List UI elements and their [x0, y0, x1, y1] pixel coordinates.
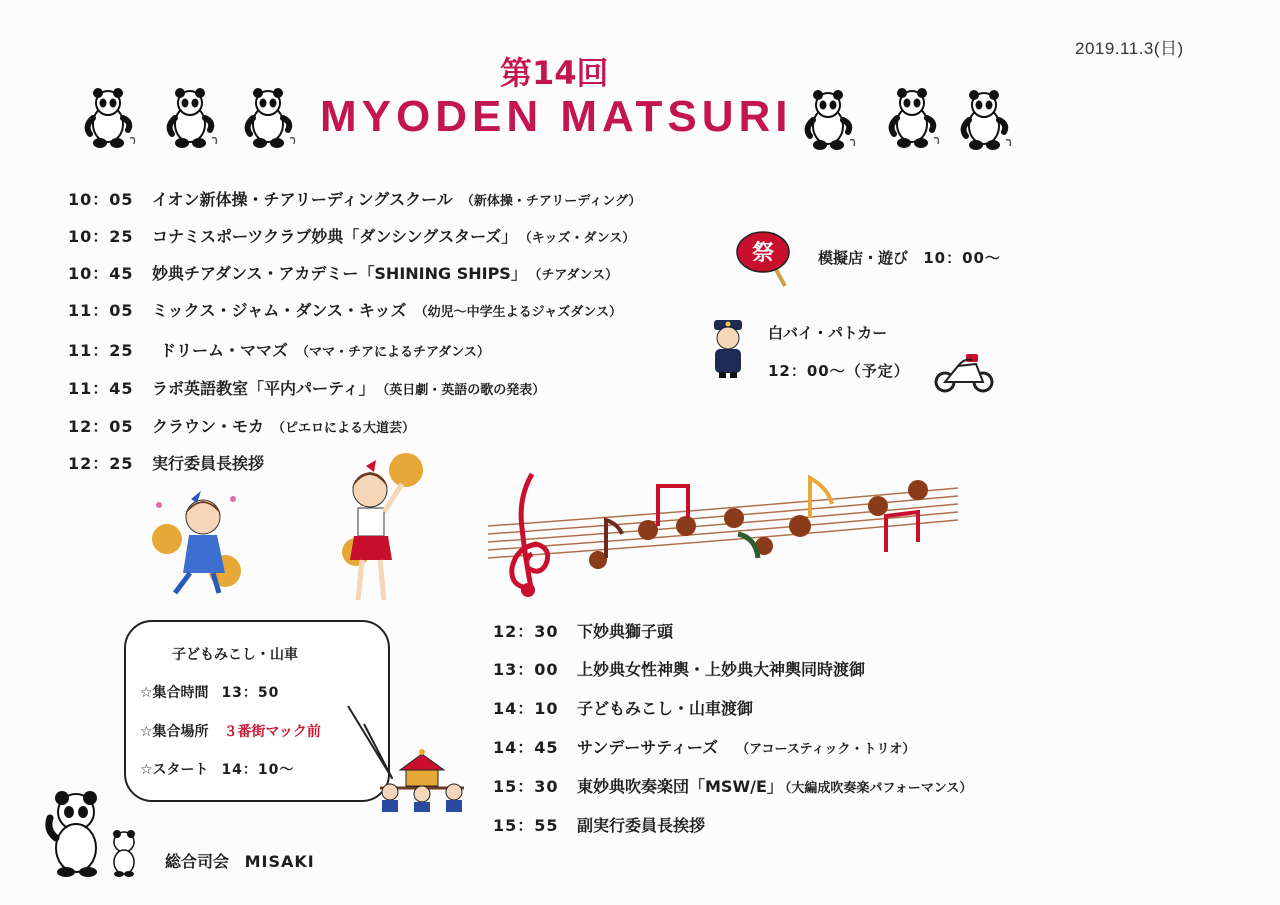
schedule-item: [68, 261, 618, 284]
stalls-time: 10：00～: [923, 249, 1001, 267]
mikoshi-carriers-illustration: [376, 748, 468, 812]
event-date: 2019.11.3(日): [1075, 39, 1184, 58]
start-label: ☆スタート: [140, 762, 209, 778]
schedule-time: 10：05: [68, 190, 134, 209]
stalls-info: [818, 247, 1001, 268]
schedule-item: [68, 451, 272, 474]
meet-place-value: ３番街マック前: [223, 724, 321, 740]
schedule-time: 15：30: [493, 777, 559, 796]
start-row: [140, 759, 294, 779]
meet-time-row: [140, 682, 279, 702]
schedule-sub: （大編成吹奏楽パフォーマンス）: [784, 781, 973, 796]
schedule-time: 14：45: [493, 738, 559, 757]
schedule-time: 12：25: [68, 454, 134, 473]
schedule-sub: （新体操・チアリーディング）: [460, 194, 642, 209]
meet-place-label: ☆集合場所: [140, 724, 209, 740]
start-time-value: 14：10～: [221, 762, 295, 778]
schedule-name: 東妙典吹奏楽団「MSW/E」: [577, 777, 783, 796]
police-officer-icon: [706, 318, 750, 380]
schedule-name: 下妙典獅子頭: [577, 622, 674, 641]
schedule-sub: （アコースティック・トリオ）: [736, 742, 916, 757]
meet-time-value: 13：50: [221, 685, 280, 701]
schedule-time: 11：05: [68, 301, 134, 320]
meet-time-label: ☆集合時間: [140, 685, 209, 701]
schedule-time: 10：45: [68, 264, 134, 283]
schedule-item: [493, 696, 761, 719]
schedule-time: 12：05: [68, 417, 134, 436]
schedule-name: 妙典チアダンス・アカデミー「SHINING SHIPS」: [152, 264, 527, 283]
cheerleader-right-illustration: [336, 450, 436, 608]
schedule-name: ドリーム・ママズ: [160, 341, 289, 360]
schedule-name: ミックス・ジャム・ダンス・キッズ: [152, 301, 407, 320]
schedule-name: 子どもみこし・山車渡御: [577, 699, 754, 718]
mc-name: MISAKI: [244, 852, 315, 871]
schedule-time: 13：00: [493, 660, 559, 679]
meet-place-row: [140, 721, 321, 741]
police-label: 白バイ・パトカー: [768, 324, 888, 342]
schedule-sub: （英日劇・英語の歌の発表）: [382, 383, 546, 398]
schedule-name: 上妙典女性神輿・上妙典大神輿同時渡御: [577, 660, 866, 679]
fan-badge: 祭: [751, 241, 775, 266]
schedule-time: 14：10: [493, 699, 559, 718]
schedule-item: [68, 414, 415, 437]
schedule-name: ラボ英語教室「平内パーティ」: [152, 379, 375, 398]
schedule-time: 12：30: [493, 622, 559, 641]
mc-credit: [165, 849, 315, 872]
schedule-time: 11：45: [68, 379, 134, 398]
schedule-name: サンデーサティーズ: [577, 738, 719, 757]
police-time: 12：00～（予定）: [768, 362, 910, 380]
schedule-item: [493, 657, 873, 680]
schedule-name: 副実行委員長挨拶: [577, 816, 706, 835]
schedule-item: [493, 774, 972, 797]
stalls-label: 模擬店・遊び: [818, 249, 909, 267]
police-motorcycle-icon: [932, 350, 996, 394]
schedule-item: [68, 376, 545, 399]
schedule-sub: （ピエロによる大道芸）: [272, 421, 416, 436]
schedule-item: [68, 338, 490, 361]
schedule-item: [68, 224, 635, 247]
schedule-item: [493, 735, 915, 758]
schedule-time: 15：55: [493, 816, 559, 835]
schedule-time: 11：25: [68, 341, 134, 360]
schedule-name: クラウン・モカ: [152, 417, 265, 436]
panda-illustrations-right: [800, 86, 1030, 152]
mc-label: 総合司会: [165, 852, 230, 871]
schedule-item: [68, 187, 641, 210]
schedule-item: [493, 619, 681, 642]
schedule-sub: （ママ・チアによるチアダンス）: [296, 345, 490, 360]
bubble-heading: 子どもみこし・山車: [172, 647, 298, 663]
schedule-sub: （チアダンス）: [534, 268, 619, 283]
panda-illustrations-left: [80, 86, 320, 152]
schedule-name: 実行委員長挨拶: [152, 454, 265, 473]
panda-mascots-illustration: [42, 790, 146, 880]
schedule-sub: （幼児～中学生よるジャズダンス）: [414, 305, 623, 320]
schedule-item: [493, 813, 713, 836]
cheerleader-left-illustration: [145, 485, 250, 597]
schedule-sub: （キッズ・ダンス）: [525, 231, 636, 246]
schedule-name: イオン新体操・チアリーディングスクール: [152, 190, 453, 209]
music-notes-illustration: [488, 468, 963, 603]
schedule-name: コナミスポーツクラブ妙典「ダンシングスターズ」: [152, 227, 518, 246]
schedule-time: 10：25: [68, 227, 134, 246]
edition-label: 第14回: [500, 54, 609, 92]
page-title: MYODEN MATSURI: [320, 92, 793, 141]
matsuri-fan-icon: [735, 228, 797, 290]
schedule-item: [68, 298, 622, 321]
